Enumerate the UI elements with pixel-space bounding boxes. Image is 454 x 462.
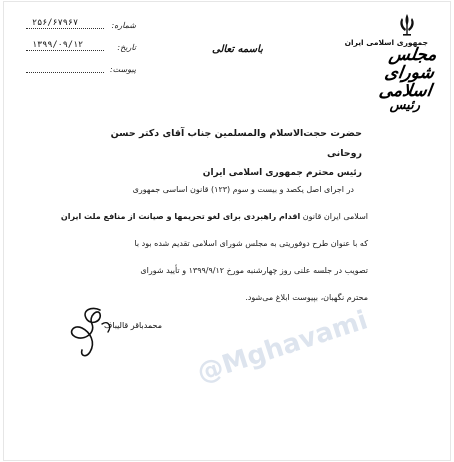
letter-page [4,2,450,460]
attachment-row [26,56,136,78]
addressee-title: رئیس محترم جمهوری اسلامی ایران [202,168,362,178]
date-value: ۱۳۹۹/۰۹/۱۲ [32,40,84,50]
body-line-4: تصویب در جلسه علنی روز چهارشنبه مورخ ۱۳۹۹/۹/۱۲ و تأیید شورای [140,266,368,275]
bismillah: باسمه تعالی [212,44,263,55]
law-title: اقدام راهبردی برای لغو تحریمها و صیانت از منافع ملت ایران [60,212,301,221]
body-line-1: در اجرای اصل یکصد و بیست و سوم (۱۲۳) قانون اساسی جمهوری [132,185,354,194]
org-country: جمهوری اسلامی ایران [344,38,428,47]
iran-emblem-icon [396,12,418,38]
number-label: شماره: [111,21,136,30]
letter-meta [26,12,136,78]
signature-icon [52,302,132,362]
number-value: ۲۵۶/۶۷۹۶۷ [32,18,79,28]
body-line-2 [60,203,368,230]
signer-name: محمدباقر قالیباف [104,321,162,330]
body-line-2-prefix: اسلامی ایران قانون [302,212,368,221]
addressee [102,124,362,182]
watermark: @Mghavami [193,305,372,389]
number-row [26,12,136,34]
body-line-3: که با عنوان طرح دوفوریتی به مجلس شورای اسلامی تقدیم شده بود با [134,239,368,248]
org-name: مجلس شورای اسلامی [377,45,438,101]
date-label: تاریخ: [117,43,136,52]
date-row [26,34,136,56]
org-header [344,38,438,128]
body-line-5: محترم نگهبان، بپیوست ابلاغ می‌شود. [245,293,368,302]
org-role: رئیس [389,98,420,113]
attachment-label: پیوست: [109,65,136,74]
letter-body [60,176,368,311]
addressee-name: حضرت حجت‌الاسلام والمسلمین جناب آقای دکتر حسن روحانی [110,128,362,159]
